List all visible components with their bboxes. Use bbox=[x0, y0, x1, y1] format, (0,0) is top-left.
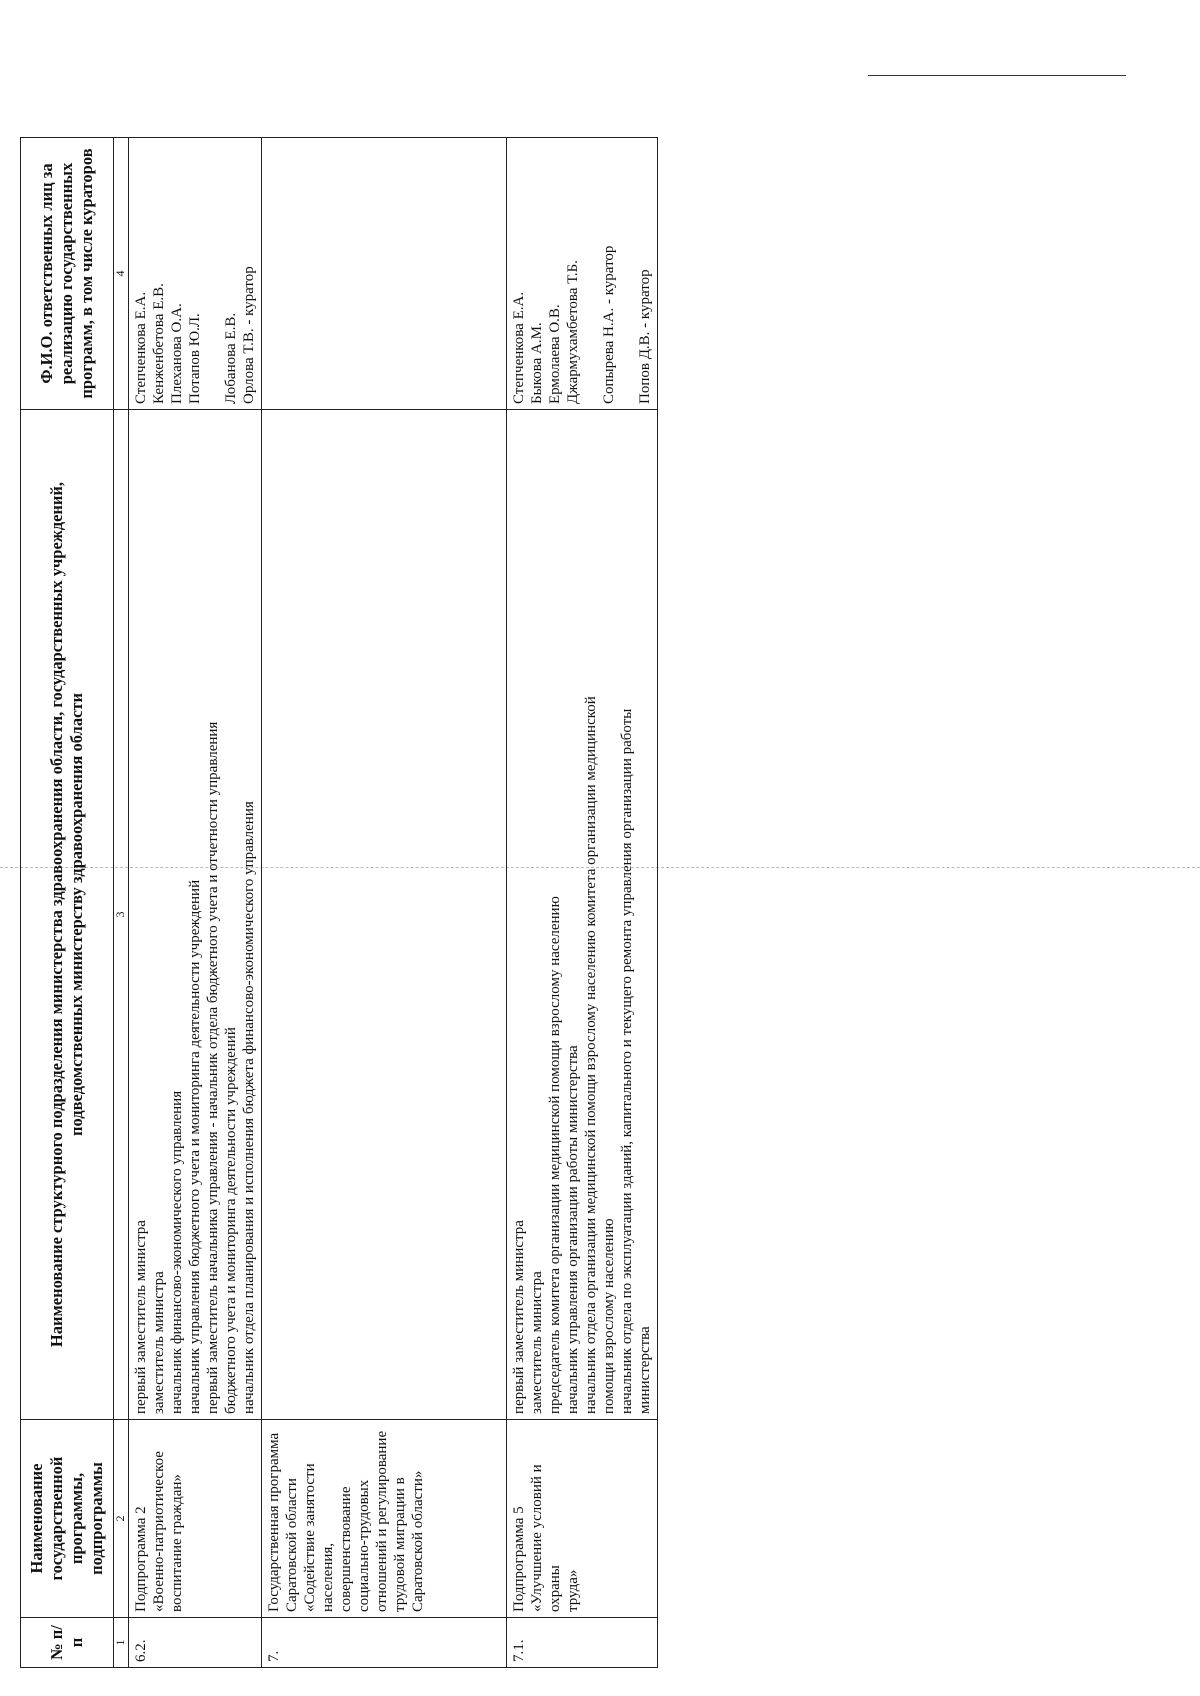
program-line: «Улучшение условий и охраны bbox=[529, 1460, 563, 1612]
header-division: Наименование структурного подразделения министерства здравоохранения области, государственных учреждений, подведомственных министерству здравоохранения области bbox=[21, 410, 114, 1420]
division-cell bbox=[507, 410, 658, 1420]
person-line: Джармухамбетова Т.Б. bbox=[565, 260, 581, 404]
program-line: Саратовской области» bbox=[410, 1470, 426, 1612]
program-line: воспитание граждан» bbox=[169, 1474, 185, 1612]
program-line: Государственная программа bbox=[266, 1432, 282, 1612]
division-line: бюджетного учета и мониторинга деятельности учреждений bbox=[223, 1027, 239, 1414]
program-line: Саратовской области bbox=[284, 1478, 300, 1612]
persons-cell bbox=[129, 138, 262, 410]
program-line: Подпрограмма 2 bbox=[133, 1506, 149, 1612]
division-line: министерства bbox=[637, 1326, 653, 1414]
person-line: Степченкова Е.А. bbox=[133, 291, 149, 404]
division-line: начальник отдела организации медицинской помощи взрослому населению комитета организации медицинской bbox=[583, 696, 599, 1414]
person-line: Быкова А.М. bbox=[529, 322, 545, 404]
persons-cell bbox=[507, 138, 658, 410]
person-line: Ермолаева О.В. bbox=[547, 304, 563, 404]
table-row bbox=[129, 138, 262, 1668]
blank-line bbox=[204, 143, 222, 404]
division-line: начальник финансово-экономического управления bbox=[169, 1090, 185, 1414]
person-line: Потапов Ю.Л. bbox=[187, 313, 203, 404]
division-cell bbox=[129, 410, 262, 1420]
person-line: Попов Д.В. - куратор bbox=[637, 269, 653, 404]
program-cell bbox=[507, 1420, 658, 1618]
header-number: № п/п bbox=[21, 1618, 114, 1668]
header-persons: Ф.И.О. ответственных лиц за реализацию государственных программ, в том числе кураторов bbox=[21, 138, 114, 410]
division-cell-empty bbox=[262, 410, 507, 1420]
division-line: помощи взрослому населению bbox=[601, 1218, 617, 1414]
column-number: 3 bbox=[114, 410, 129, 1420]
person-line: Кенженбетова Е.В. bbox=[151, 283, 167, 404]
table-header bbox=[21, 138, 114, 1668]
page-edge-line bbox=[868, 75, 1126, 76]
division-line: первый заместитель министра bbox=[511, 1220, 527, 1414]
division-line: первый заместитель начальника управления - начальник отдела бюджетного учета и отчетности управления bbox=[205, 721, 221, 1414]
division-line: председатель комитета организации медицинской помощи взрослому населению bbox=[547, 896, 563, 1414]
table-row bbox=[262, 138, 507, 1668]
persons-cell-empty bbox=[262, 138, 507, 410]
responsibility-table bbox=[20, 137, 658, 1668]
program-line: «Содействие занятости bbox=[302, 1463, 318, 1612]
column-number: 1 bbox=[114, 1618, 129, 1668]
table-row bbox=[507, 138, 658, 1668]
division-line: начальник отдела по эксплуатации зданий, капитального и текущего ремонта управления организации работы bbox=[619, 708, 635, 1414]
program-cell bbox=[129, 1420, 262, 1618]
column-number-row bbox=[114, 138, 129, 1668]
division-line: начальник управления организации работы министерства bbox=[565, 1045, 581, 1414]
column-number: 4 bbox=[114, 138, 129, 410]
program-line: «Военно-патриотическое bbox=[151, 1451, 167, 1612]
row-number: 7.1. bbox=[507, 1618, 658, 1668]
row-number: 7. bbox=[262, 1618, 507, 1668]
division-line: начальник управления бюджетного учета и мониторинга деятельности учреждений bbox=[187, 879, 203, 1414]
program-line: отношений и регулирование bbox=[374, 1430, 390, 1612]
column-number: 2 bbox=[114, 1420, 129, 1618]
division-line: начальник отдела планирования и исполнения бюджета финансово-экономического управления bbox=[241, 801, 257, 1414]
blank-line bbox=[582, 143, 600, 404]
division-line: первый заместитель министра bbox=[133, 1220, 149, 1414]
program-line: трудовой миграции в bbox=[392, 1477, 408, 1612]
program-line: населения, bbox=[320, 1542, 336, 1612]
person-line: Лобанова Е.В. bbox=[223, 312, 239, 404]
program-line: труда» bbox=[565, 1569, 581, 1612]
program-line: совершенствование bbox=[338, 1486, 354, 1612]
person-line: Сопырева Н.А. - куратор bbox=[601, 245, 617, 404]
person-line: Плеханова О.А. bbox=[169, 303, 185, 404]
person-line: Орлова Т.В. - куратор bbox=[241, 266, 257, 404]
program-line: социально-трудовых bbox=[356, 1479, 372, 1612]
division-line: заместитель министра bbox=[151, 1271, 167, 1414]
blank-line bbox=[618, 143, 636, 404]
program-cell bbox=[262, 1420, 507, 1618]
program-line: Подпрограмма 5 bbox=[511, 1506, 527, 1612]
row-number: 6.2. bbox=[129, 1618, 262, 1668]
header-program: Наименование государственной программы, подпрограммы bbox=[21, 1420, 114, 1618]
division-line: заместитель министра bbox=[529, 1271, 545, 1414]
person-line: Степченкова Е.А. bbox=[511, 291, 527, 404]
